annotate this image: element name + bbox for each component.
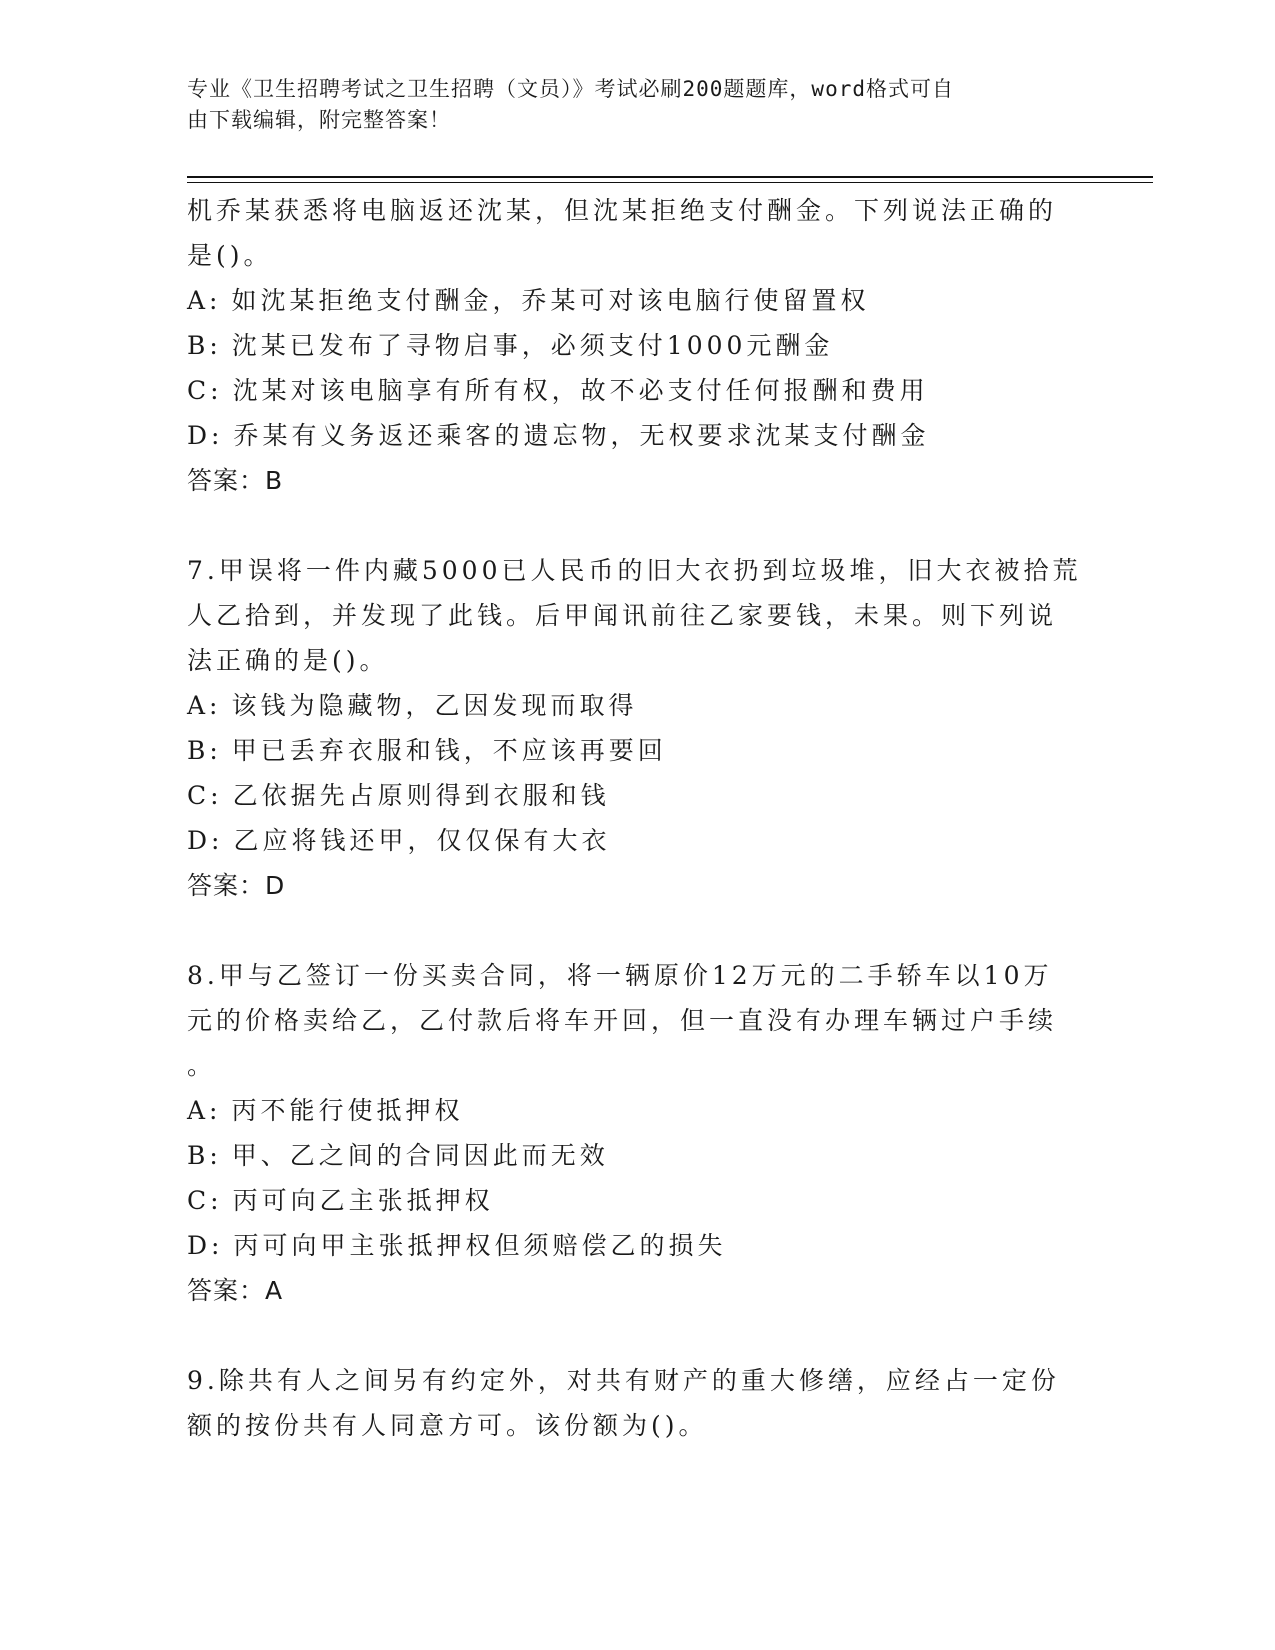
question-6 bbox=[187, 188, 1087, 503]
option-label: A: bbox=[187, 286, 222, 315]
option-a bbox=[187, 1088, 1087, 1133]
option-b bbox=[187, 728, 1087, 773]
option-label: A: bbox=[187, 691, 222, 720]
option-label: C: bbox=[187, 1186, 223, 1215]
option-label: D: bbox=[187, 1231, 224, 1260]
question-9 bbox=[187, 1358, 1087, 1448]
header-divider-thin bbox=[187, 182, 1153, 183]
option-b bbox=[187, 323, 1087, 368]
question-list bbox=[187, 188, 1087, 1448]
option-text: 乔某有义务返还乘客的遗忘物，无权要求沈某支付酬金 bbox=[233, 421, 930, 450]
question-stem-line: 7.甲误将一件内藏5000已人民币的旧大衣扔到垃圾堆，旧大衣被拾荒 bbox=[187, 556, 1082, 585]
option-a bbox=[187, 278, 1087, 323]
header-divider-thick bbox=[187, 176, 1153, 178]
option-b bbox=[187, 1133, 1087, 1178]
option-label: B: bbox=[187, 331, 222, 360]
option-text: 乙依据先占原则得到衣服和钱 bbox=[232, 781, 610, 810]
question-stem-line: 8.甲与乙签订一份买卖合同，将一辆原价12万元的二手轿车以10万 bbox=[187, 961, 1053, 990]
option-c bbox=[187, 1178, 1087, 1223]
question-stem-line: 元的价格卖给乙，乙付款后将车开回，但一直没有办理车辆过户手续 bbox=[187, 1006, 1058, 1035]
option-text: 丙不能行使抵押权 bbox=[231, 1096, 464, 1125]
spacer bbox=[187, 503, 1087, 548]
option-label: C: bbox=[187, 781, 223, 810]
spacer bbox=[187, 908, 1087, 953]
document-header bbox=[187, 74, 1067, 136]
option-text: 沈某对该电脑享有所有权，故不必支付任何报酬和费用 bbox=[232, 376, 929, 405]
answer-line: 答案：D bbox=[187, 871, 286, 900]
header-line-2: 由下载编辑，附完整答案！ bbox=[187, 108, 451, 132]
option-text: 甲已丢弃衣服和钱，不应该再要回 bbox=[231, 736, 667, 765]
answer-line: 答案：B bbox=[187, 466, 284, 495]
option-text: 乙应将钱还甲，仅仅保有大衣 bbox=[233, 826, 611, 855]
option-text: 如沈某拒绝支付酬金，乔某可对该电脑行使留置权 bbox=[231, 286, 870, 315]
question-stem-line: 法正确的是()。 bbox=[187, 646, 389, 675]
option-d bbox=[187, 1223, 1087, 1268]
option-c bbox=[187, 773, 1087, 818]
answer-line: 答案：A bbox=[187, 1276, 284, 1305]
option-text: 丙可向甲主张抵押权但须赔偿乙的损失 bbox=[233, 1231, 727, 1260]
option-d bbox=[187, 818, 1087, 863]
question-stem-line: 人乙拾到，并发现了此钱。后甲闻讯前往乙家要钱，未果。则下列说 bbox=[187, 601, 1058, 630]
option-label: D: bbox=[187, 826, 224, 855]
option-text: 沈某已发布了寻物启事，必须支付1000元酬金 bbox=[231, 331, 834, 360]
option-d bbox=[187, 413, 1087, 458]
spacer bbox=[187, 1313, 1087, 1358]
question-stem-line: 9.除共有人之间另有约定外，对共有财产的重大修缮，应经占一定份 bbox=[187, 1366, 1060, 1395]
question-stem-line: 额的按份共有人同意方可。该份额为()。 bbox=[187, 1411, 708, 1440]
question-8 bbox=[187, 953, 1087, 1313]
option-label: D: bbox=[187, 421, 224, 450]
option-text: 甲、乙之间的合同因此而无效 bbox=[231, 1141, 609, 1170]
header-line-1: 专业《卫生招聘考试之卫生招聘（文员）》考试必刷200题题库，word格式可自 bbox=[187, 77, 954, 101]
option-label: B: bbox=[187, 1141, 222, 1170]
option-text: 丙可向乙主张抵押权 bbox=[232, 1186, 494, 1215]
option-label: B: bbox=[187, 736, 222, 765]
option-label: A: bbox=[187, 1096, 222, 1125]
option-c bbox=[187, 368, 1087, 413]
question-stem-line: 是()。 bbox=[187, 241, 273, 270]
option-a bbox=[187, 683, 1087, 728]
option-label: C: bbox=[187, 376, 223, 405]
question-stem-line: 机乔某获悉将电脑返还沈某，但沈某拒绝支付酬金。下列说法正确的 bbox=[187, 196, 1058, 225]
option-text: 该钱为隐藏物，乙因发现而取得 bbox=[231, 691, 638, 720]
question-stem-line: 。 bbox=[187, 1051, 217, 1080]
question-7 bbox=[187, 548, 1087, 908]
